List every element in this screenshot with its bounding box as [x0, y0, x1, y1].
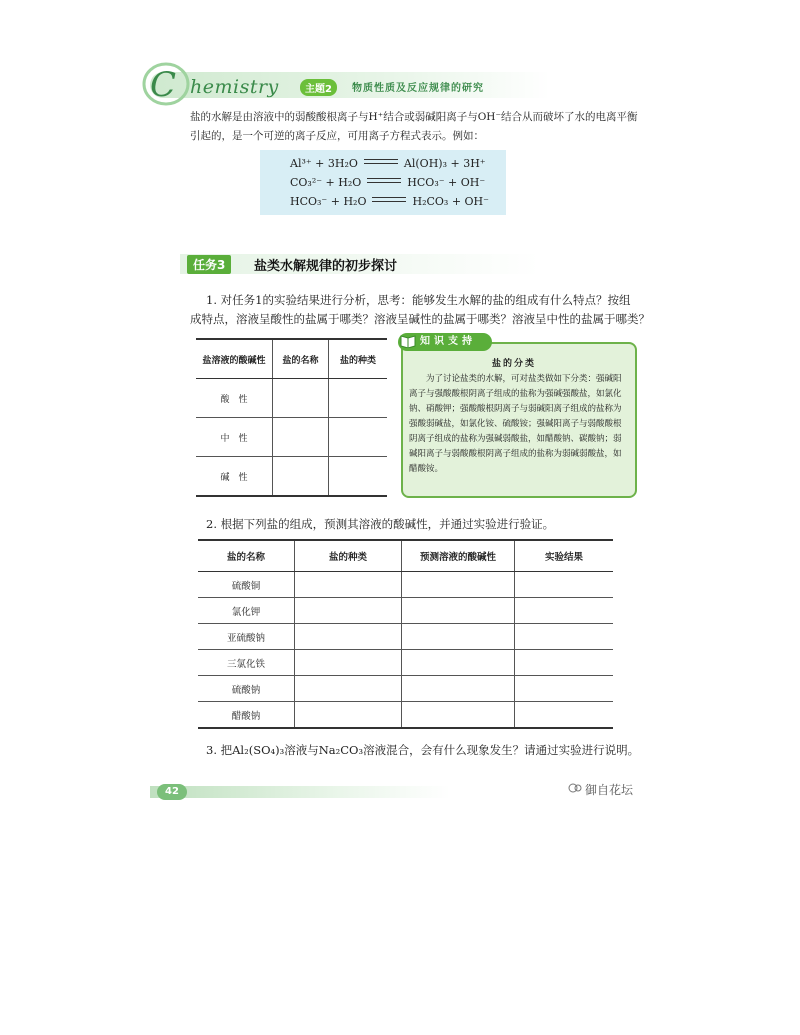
watermark-icon	[568, 782, 582, 794]
table-row	[198, 572, 613, 598]
table-row	[198, 650, 613, 676]
book-icon	[400, 334, 416, 348]
table-header: 盐的名称	[198, 540, 295, 572]
table-header: 盐的种类	[329, 339, 388, 379]
table-cell: 酸 性	[196, 379, 273, 418]
table-cell: 硫酸钠	[198, 676, 295, 702]
table-cell	[273, 457, 329, 497]
page-number: 42	[157, 784, 187, 800]
table-header-row	[196, 339, 387, 379]
theme-badge: 主题2	[300, 79, 337, 96]
table-cell: 碱 性	[196, 457, 273, 497]
equation-right: HCO₃⁻ + OH⁻	[407, 176, 486, 189]
intro-paragraph: 盐的水解是由溶液中的弱酸酸根离子与H⁺结合或弱碱阳离子与OH⁻结合从而破坏了水的电离平衡引起的，是一个可逆的离子反应，可用离子方程式表示。例如：	[190, 111, 638, 142]
knowledge-tag: 知识支持	[398, 333, 492, 351]
acidity-table	[196, 338, 387, 497]
equilibrium-arrow-icon	[372, 197, 406, 203]
table-cell: 氯化钾	[198, 598, 295, 624]
theme-title: 物质性质及反应规律的研究	[352, 83, 484, 94]
question-1-line-2: 成特点，溶液呈酸性的盐属于哪类？溶液呈碱性的盐属于哪类？溶液呈中性的盐属于哪类？	[190, 312, 650, 326]
equation-row	[290, 157, 486, 170]
table-row	[198, 624, 613, 650]
table-cell: 三氯化铁	[198, 650, 295, 676]
table-cell: 醋酸钠	[198, 702, 295, 729]
table-cell: 中 性	[196, 418, 273, 457]
equilibrium-arrow-icon	[367, 178, 401, 184]
table-header: 盐溶液的酸碱性	[196, 339, 273, 379]
table-cell: 硫酸铜	[198, 572, 295, 598]
question-2: 2. 根据下列盐的组成，预测其溶液的酸碱性，并通过实验进行验证。	[206, 517, 555, 531]
table-row	[198, 702, 613, 729]
table-cell	[329, 457, 388, 497]
prediction-table	[198, 539, 613, 729]
equation-left: CO₃²⁻ + H₂O	[290, 176, 362, 189]
footer-band	[150, 786, 450, 798]
table-row	[196, 457, 387, 497]
table-cell	[329, 418, 388, 457]
equation-left: Al³⁺ + 3H₂O	[290, 157, 358, 170]
question-1-line-1: 1. 对任务1的实验结果进行分析，思考：能够发生水解的盐的组成有什么特点？按组	[206, 293, 631, 307]
equation-row	[290, 176, 485, 189]
table-row	[196, 418, 387, 457]
table-cell	[329, 379, 388, 418]
table-row	[196, 379, 387, 418]
equation-left: HCO₃⁻ + H₂O	[290, 195, 367, 208]
table-cell	[273, 379, 329, 418]
equilibrium-arrow-icon	[364, 159, 398, 165]
table-header: 实验结果	[515, 540, 614, 572]
task-title: 盐类水解规律的初步探讨	[254, 259, 398, 274]
equation-right: H₂CO₃ + OH⁻	[412, 195, 489, 208]
table-header: 预测溶液的酸碱性	[402, 540, 515, 572]
watermark-text: 御自花坛	[585, 783, 634, 797]
task-tag: 任务3	[187, 255, 231, 274]
question-3: 3. 把Al₂(SO₄)₃溶液与Na₂CO₃溶液混合，会有什么现象发生？请通过实验进行说明。	[206, 743, 640, 757]
table-header: 盐的种类	[295, 540, 402, 572]
table-header-row	[198, 540, 613, 572]
table-cell	[273, 418, 329, 457]
knowledge-body: 为了讨论盐类的水解，可对盐类做如下分类：强碱阳离子与强酸酸根阴离子组成的盐称为强碱强酸盐，如氯化钠、硝酸钾；强酸酸根阴离子与弱碱阳离子组成的盐称为强酸弱碱盐，如氯化铵、硫酸铵；强碱阳离子与弱酸酸根阴离子组成的盐称为强碱弱酸盐，如醋酸钠、碳酸钠；弱碱阳离子与弱酸酸根阴离子组成的盐称为弱碱弱酸盐，如醋酸铵。	[409, 374, 622, 474]
equation-row	[290, 195, 489, 208]
brand-title: hemistry	[190, 76, 279, 98]
table-row	[198, 598, 613, 624]
table-cell: 亚硫酸钠	[198, 624, 295, 650]
logo-letter: C	[150, 65, 177, 105]
table-header: 盐的名称	[273, 339, 329, 379]
knowledge-title: 盐的分类	[492, 359, 537, 369]
equation-right: Al(OH)₃ + 3H⁺	[403, 157, 486, 170]
table-row	[198, 676, 613, 702]
